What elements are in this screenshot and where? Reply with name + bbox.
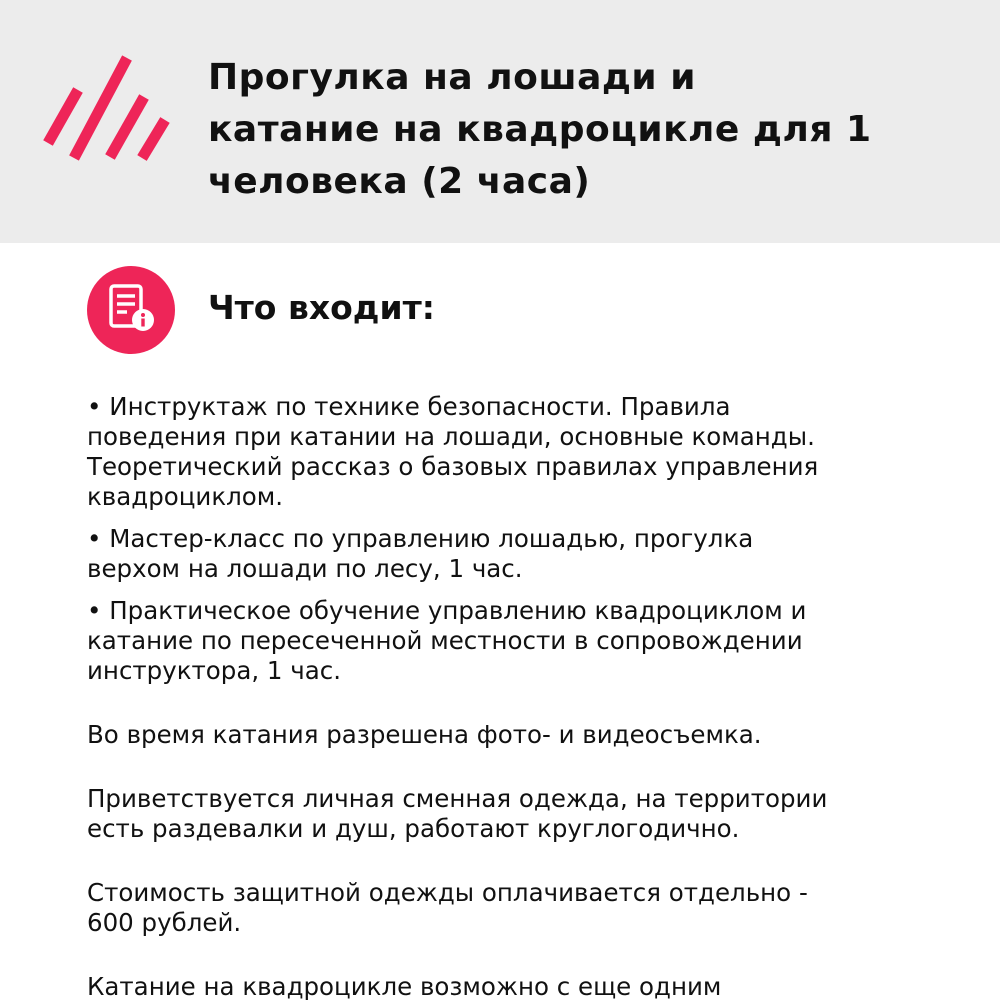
- list-item: [87, 596, 987, 686]
- text-line: Стоимость защитной одежды оплачивается отдельно -: [87, 878, 808, 907]
- list-item: [87, 392, 987, 512]
- text-line: • Инструктаж по технике безопасности. Правила: [87, 392, 731, 421]
- price-note: [87, 878, 987, 938]
- title-line: Прогулка на лошади и: [208, 57, 696, 98]
- header-banner: [0, 0, 1000, 243]
- text-line: 600 рублей.: [87, 908, 242, 937]
- text-line: Приветствуется личная сменная одежда, на территории: [87, 784, 828, 813]
- content-body: [87, 392, 987, 1002]
- title-line: человека (2 часа): [208, 161, 591, 202]
- included-list: [87, 392, 987, 686]
- list-item: [87, 524, 987, 584]
- section-heading: Что входит:: [208, 288, 435, 327]
- text-line: инструктора, 1 час.: [87, 656, 342, 685]
- title-line: катание на квадроцикле для 1: [208, 109, 872, 150]
- text-line: Во время катания разрешена фото- и видеосъемка.: [87, 720, 762, 749]
- text-line: верхом на лошади по лесу, 1 час.: [87, 554, 523, 583]
- page-title: [208, 52, 988, 208]
- atv-note: [87, 972, 987, 1002]
- text-line: катание по пересеченной местности в сопровождении: [87, 626, 803, 655]
- slashes-logo-icon: [40, 50, 180, 170]
- text-line: квадроциклом.: [87, 482, 284, 511]
- clothing-note: [87, 784, 987, 844]
- text-line: Теоретический рассказ о базовых правилах управления: [87, 452, 819, 481]
- text-line: • Практическое обучение управлению квадроциклом и: [87, 596, 807, 625]
- text-line: • Мастер-класс по управлению лошадью, прогулка: [87, 524, 754, 553]
- text-line: Катание на квадроцикле возможно с еще одним: [87, 972, 722, 1001]
- text-line: есть раздевалки и душ, работают круглогодично.: [87, 814, 740, 843]
- document-info-icon: [87, 266, 175, 354]
- text-line: поведения при катании на лошади, основные команды.: [87, 422, 815, 451]
- photo-video-note: [87, 720, 987, 750]
